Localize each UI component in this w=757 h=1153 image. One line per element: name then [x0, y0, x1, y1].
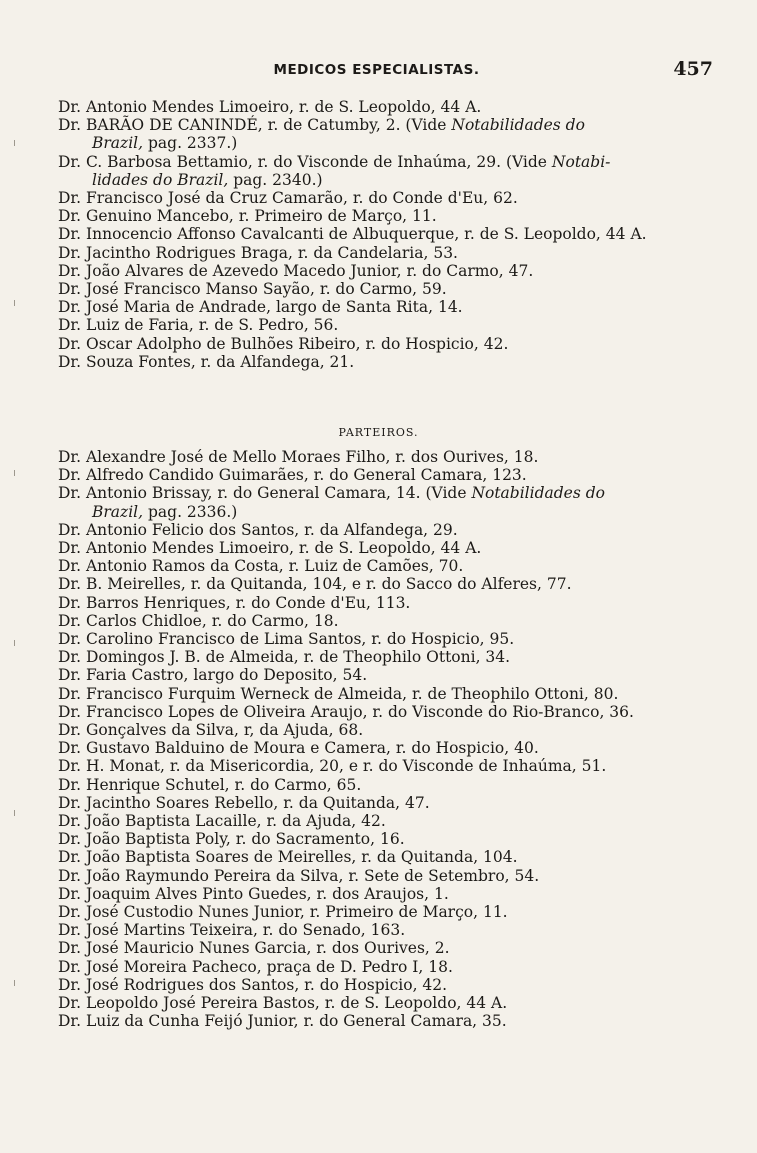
directory-entry [58, 848, 718, 866]
parteiros-list [58, 448, 718, 1031]
directory-entry [58, 98, 718, 116]
specialists-list [58, 98, 718, 371]
entry-text: Dr. Leopoldo José Pereira Bastos, r. de S. Leopoldo, 44 A. [58, 994, 508, 1013]
entry-italic-reference: Notabi- [551, 152, 611, 171]
entry-text: Dr. Luiz de Faria, r. de S. Pedro, 56. [58, 316, 339, 335]
entry-continuation [58, 503, 718, 521]
entry-text: Dr. Antonio Felicio dos Santos, r. da Alfandega, 29. [58, 520, 458, 539]
entry-text: Dr. José Francisco Manso Sayão, r. do Carmo, 59. [58, 280, 447, 299]
directory-entry [58, 648, 718, 666]
directory-entry [58, 353, 718, 371]
entry-text: Dr. Gonçalves da Silva, r, da Ajuda, 68. [58, 721, 364, 740]
directory-entry [58, 225, 718, 243]
entry-text: Dr. Carlos Chidloe, r. do Carmo, 18. [58, 611, 339, 630]
directory-entry [58, 575, 718, 593]
directory-entry [58, 976, 718, 994]
directory-entry [58, 316, 718, 334]
entry-continuation [58, 134, 718, 152]
directory-entry [58, 539, 718, 557]
entry-text: Dr. José Maria de Andrade, largo de Santa Rita, 14. [58, 298, 463, 317]
directory-entry [58, 612, 718, 630]
margin-mark [14, 470, 15, 476]
directory-entry [58, 244, 718, 262]
entry-text: Dr. João Raymundo Pereira da Silva, r. Sete de Setembro, 54. [58, 866, 540, 885]
entry-text: Dr. João Baptista Soares de Meirelles, r. da Quitanda, 104. [58, 848, 518, 867]
margin-mark [14, 140, 15, 146]
directory-entry [58, 280, 718, 298]
directory-entry [58, 1012, 718, 1030]
entry-text: Dr. Luiz da Cunha Feijó Junior, r. do General Camara, 35. [58, 1012, 507, 1031]
directory-entry [58, 298, 718, 316]
directory-entry [58, 262, 718, 280]
directory-entry [58, 703, 718, 721]
directory-entry [58, 484, 718, 520]
margin-mark [14, 980, 15, 986]
entry-text: Dr. H. Monat, r. da Misericordia, 20, e r. do Visconde de Inhaúma, 51. [58, 757, 607, 776]
entry-text: Dr. Antonio Ramos da Costa, r. Luiz de Camões, 70. [58, 557, 464, 576]
continuation-text: pag. 2337.) [143, 134, 238, 153]
entry-text: Dr. José Moreira Pacheco, praça de D. Pedro I, 18. [58, 957, 453, 976]
entry-text: Dr. Alfredo Candido Guimarães, r. do General Camara, 123. [58, 466, 527, 485]
directory-entry [58, 666, 718, 684]
entry-text: Dr. BARÃO DE CANINDÉ, r. de Catumby, 2. (Vide [58, 116, 452, 135]
entry-text: Dr. José Mauricio Nunes Garcia, r. dos Ourives, 2. [58, 939, 450, 958]
margin-mark [14, 810, 15, 816]
entry-text: Dr. C. Barbosa Bettamio, r. do Visconde de Inhaúma, 29. (Vide [58, 152, 552, 171]
directory-entry [58, 335, 718, 353]
entry-text: Dr. B. Meirelles, r. da Quitanda, 104, e r. do Sacco do Alferes, 77. [58, 575, 572, 594]
directory-entry [58, 448, 718, 466]
directory-entry [58, 830, 718, 848]
entry-text: Dr. José Custodio Nunes Junior, r. Primeiro de Março, 11. [58, 903, 508, 922]
directory-entry [58, 721, 718, 739]
entry-text: Dr. José Martins Teixeira, r. do Senado, 163. [58, 921, 406, 940]
entry-text: Dr. Domingos J. B. de Almeida, r. de Theophilo Ottoni, 34. [58, 648, 511, 667]
entry-text: Dr. Jacintho Rodrigues Braga, r. da Candelaria, 53. [58, 243, 458, 262]
directory-entry [58, 867, 718, 885]
entry-italic-reference: Notabilidades do [451, 116, 585, 135]
margin-mark [14, 300, 15, 306]
entry-italic-reference: Notabilidades do [471, 484, 605, 503]
running-title: MEDICOS ESPECIALISTAS. [273, 62, 480, 78]
directory-entry [58, 557, 718, 575]
directory-entry [58, 466, 718, 484]
continuation-italic: Brazil, [92, 134, 144, 153]
directory-entry [58, 921, 718, 939]
entry-text: Dr. Souza Fontes, r. da Alfandega, 21. [58, 352, 355, 371]
directory-entry [58, 116, 718, 152]
continuation-italic: Brazil, [92, 502, 144, 521]
entry-text: Dr. José Rodrigues dos Santos, r. do Hospicio, 42. [58, 975, 448, 994]
directory-entry [58, 739, 718, 757]
entry-text: Dr. Carolino Francisco de Lima Santos, r. do Hospicio, 95. [58, 630, 515, 649]
entry-text: Dr. Henrique Schutel, r. do Carmo, 65. [58, 775, 362, 794]
page-number: 457 [673, 58, 713, 80]
directory-entry [58, 207, 718, 225]
directory-entry [58, 757, 718, 775]
directory-entry [58, 958, 718, 976]
entry-text: Dr. Joaquim Alves Pinto Guedes, r. dos Araujos, 1. [58, 884, 449, 903]
directory-entry [58, 939, 718, 957]
directory-entry [58, 685, 718, 703]
entry-text: Dr. Gustavo Balduino de Moura e Camera, r. do Hospicio, 40. [58, 739, 539, 758]
directory-entry [58, 994, 718, 1012]
margin-mark [14, 640, 15, 646]
entry-text: Dr. Antonio Mendes Limoeiro, r. de S. Leopoldo, 44 A. [58, 539, 482, 558]
entry-text: Dr. Barros Henriques, r. do Conde d'Eu, 113. [58, 593, 411, 612]
directory-entry [58, 521, 718, 539]
section-title: PARTEIROS. [338, 426, 419, 439]
page-header [40, 58, 713, 86]
entry-text: Dr. Genuino Mancebo, r. Primeiro de Março, 11. [58, 207, 437, 226]
entry-text: Dr. João Baptista Poly, r. do Sacramento, 16. [58, 830, 405, 849]
directory-entry [58, 885, 718, 903]
directory-entry [58, 630, 718, 648]
entry-text: Dr. Alexandre José de Mello Moraes Filho, r. dos Ourives, 18. [58, 448, 539, 466]
entry-text: Dr. Innocencio Affonso Cavalcanti de Albuquerque, r. de S. Leopoldo, 44 A. [58, 225, 647, 244]
entry-text: Dr. Antonio Mendes Limoeiro, r. de S. Leopoldo, 44 A. [58, 98, 482, 116]
entry-text: Dr. Francisco José da Cruz Camarão, r. do Conde d'Eu, 62. [58, 189, 518, 208]
directory-entry [58, 153, 718, 189]
entry-text: Dr. Francisco Furquim Werneck de Almeida, r. de Theophilo Ottoni, 80. [58, 684, 619, 703]
entry-text: Dr. Faria Castro, largo do Deposito, 54. [58, 666, 368, 685]
entry-text: Dr. João Baptista Lacaille, r. da Ajuda, 42. [58, 812, 386, 831]
continuation-text: pag. 2336.) [143, 502, 238, 521]
entry-text: Dr. Jacintho Soares Rebello, r. da Quitanda, 47. [58, 793, 430, 812]
continuation-italic: lidades do Brazil, [92, 170, 229, 189]
directory-entry [58, 903, 718, 921]
entry-text: Dr. Francisco Lopes de Oliveira Araujo, r. do Visconde do Rio-Branco, 36. [58, 702, 634, 721]
directory-entry [58, 776, 718, 794]
directory-entry [58, 812, 718, 830]
entry-text: Dr. João Alvares de Azevedo Macedo Junior, r. do Carmo, 47. [58, 261, 534, 280]
entry-text: Dr. Oscar Adolpho de Bulhões Ribeiro, r. do Hospicio, 42. [58, 334, 509, 353]
directory-entry [58, 189, 718, 207]
directory-entry [58, 794, 718, 812]
continuation-text: pag. 2340.) [228, 170, 323, 189]
entry-text: Dr. Antonio Brissay, r. do General Camara, 14. (Vide [58, 484, 472, 503]
directory-entry [58, 594, 718, 612]
entry-continuation [58, 171, 718, 189]
